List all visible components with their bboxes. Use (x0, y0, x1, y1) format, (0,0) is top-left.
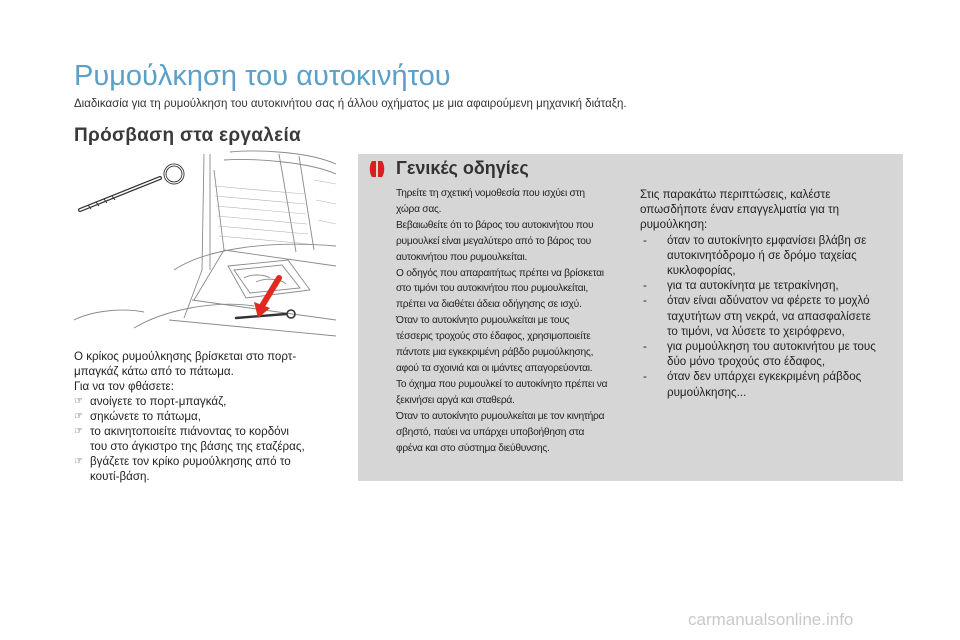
guideline-line: Τηρείτε τη σχετική νομοθεσία που ισχύει στη (396, 188, 585, 199)
pointing-hand-icon: ☞ (74, 456, 83, 467)
case-text: αυτοκινητόδρομο ή σε δρόμο ταχείας (667, 248, 857, 262)
towing-eye-icon (80, 165, 183, 210)
case-item (640, 278, 902, 293)
page-title: Ρυμούλκηση του αυτοκινήτου (74, 60, 451, 92)
dash-marker: - (643, 370, 647, 384)
step-text: βγάζετε τον κρίκο ρυμούλκησης από το (90, 455, 291, 468)
case-text: ταχυτήτων στη νεκρά, να απασφαλίσετε (667, 309, 871, 323)
case-text: το τιμόνι, να λύσετε το χειρόφρενο, (667, 324, 845, 338)
guideline-line: φρένα και στο σύστημα διεύθυνσης. (396, 442, 550, 454)
guidelines-title: Γενικές οδηγίες (396, 158, 529, 178)
pointing-hand-icon: ☞ (74, 396, 83, 407)
case-text: δύο μόνο τροχούς στο έδαφος, (667, 355, 826, 369)
case-text: όταν δεν υπάρχει εγκεκριμένη ράβδος (667, 370, 862, 384)
guideline-line: αυτοκινήτου που ρυμουλκείται. (396, 251, 528, 263)
case-text: όταν το αυτοκίνητο εμφανίσει βλάβη σε (667, 233, 867, 247)
guideline-line: ρυμουλκεί είναι μεγαλύτερο από το βάρος του (396, 235, 591, 247)
intro-line: Για να τον φθάσετε: (74, 380, 174, 393)
pointing-hand-icon: ☞ (74, 426, 83, 437)
pointing-hand-icon: ☞ (74, 411, 83, 422)
case-item (640, 293, 902, 339)
intro-line: ρυμούλκηση: (640, 218, 708, 232)
guideline-line: αφού τα σχοινιά και οι ιμάντες απαγορεύονται. (396, 362, 593, 374)
guidelines-left-column (396, 186, 626, 456)
step-text: κουτί-βάση. (90, 470, 150, 483)
warning-icon (369, 160, 385, 178)
page-subtitle: Διαδικασία για τη ρυμούλκηση του αυτοκινήτου σας ή άλλου οχήματος με μια αφαιρούμενη μηχανική διάταξη. (74, 98, 627, 110)
guideline-line: Το όχημα που ρυμουλκεί το αυτοκίνητο πρέπει να (396, 378, 608, 390)
step-item (74, 454, 349, 484)
guideline-line: Όταν το αυτοκίνητο ρυμουλκείται με τους (396, 315, 570, 327)
step-text: το ακινητοποιείτε πιάνοντας το κορδόνι (90, 425, 289, 438)
intro-line: οπωσδήποτε έναν επαγγελματία για τη (640, 203, 840, 217)
guidelines-right-column (640, 187, 902, 400)
case-item (640, 233, 902, 279)
case-text: ρυμούλκησης... (667, 385, 747, 399)
guideline-line: στο τιμόνι του αυτοκινήτου που ρυμουλκείται, (396, 283, 588, 295)
case-text: για ρυμούλκηση του αυτοκινήτου με τους (667, 340, 876, 354)
watermark: carmanualsonline.info (688, 610, 854, 629)
guideline-line: πρέπει να διαθέτει άδεια οδήγησης σε ισχύ. (396, 299, 582, 311)
step-text: του στο άγκιστρο της βάσης της εταζέρας, (90, 440, 305, 453)
guideline-line: Βεβαιωθείτε ότι το βάρος του αυτοκινήτου που (396, 219, 594, 231)
step-text: ανοίγετε το πορτ-μπαγκάζ, (90, 395, 227, 408)
case-text: όταν είναι αδύνατον να φέρετε το μοχλό (667, 294, 870, 308)
guideline-line: πάντοτε μια εγκεκριμένη ράβδο ρυμούλκησης, (396, 347, 594, 359)
dash-marker: - (643, 294, 647, 308)
section-title: Πρόσβαση στα εργαλεία (74, 125, 302, 146)
guideline-line: Όταν το αυτοκίνητο ρυμουλκείται με τον κινητήρα (396, 410, 605, 422)
case-item (640, 369, 902, 399)
step-item (74, 409, 349, 424)
step-item (74, 394, 349, 409)
guideline-line: τέσσερις τροχούς στο έδαφος, χρησιμοποιείτε (396, 331, 591, 343)
guideline-line: σβηστό, παύει να υπάρχει υποβοήθηση στα (396, 426, 585, 438)
case-text: κυκλοφορίας, (667, 264, 736, 278)
trunk-towing-eye-illustration (74, 150, 336, 338)
dash-marker: - (643, 279, 647, 293)
guideline-line: Ο οδηγός που απαραιτήτως πρέπει να βρίσκεται (396, 267, 604, 279)
intro-line: μπαγκάζ κάτω από το πάτωμα. (74, 365, 234, 378)
step-item (74, 424, 349, 454)
dash-marker: - (643, 340, 647, 354)
intro-line: Ο κρίκος ρυμούλκησης βρίσκεται στο πορτ- (74, 350, 297, 363)
case-text: για τα αυτοκίνητα με τετρακίνηση, (667, 279, 839, 293)
step-text: σηκώνετε το πάτωμα, (90, 410, 201, 423)
dash-marker: - (643, 233, 647, 247)
guideline-line: ξεκινήσει αργά και σταθερά. (396, 394, 515, 406)
left-instructions (74, 349, 349, 484)
case-item (640, 339, 902, 369)
guideline-line: χώρα σας. (396, 203, 442, 215)
intro-line: Στις παρακάτω περιπτώσεις, καλέστε (640, 188, 831, 201)
